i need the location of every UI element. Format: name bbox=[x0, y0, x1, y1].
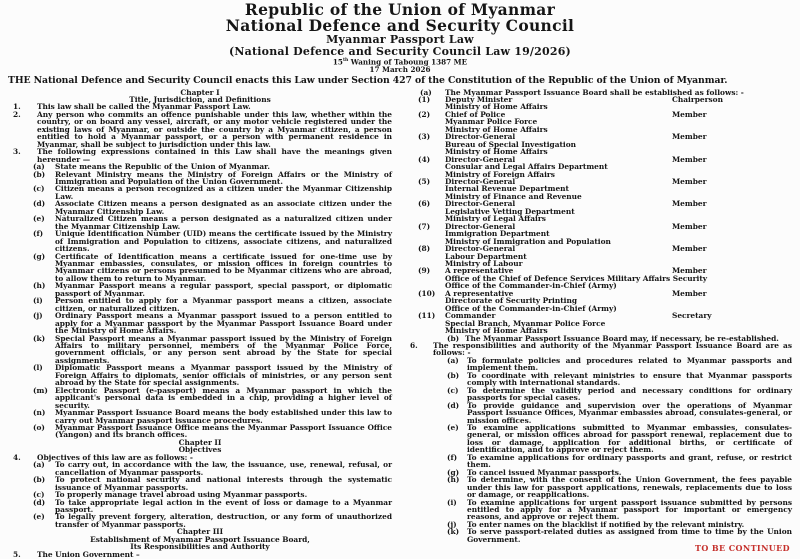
board-member-number: (2) bbox=[418, 109, 431, 119]
lettered-item bbox=[8, 499, 392, 514]
item-text: Myanmar Passport means a regular passport, special passport, or diplomatic passport of Myanmar. bbox=[55, 281, 392, 298]
board-member-department: Ministry of Labour bbox=[445, 259, 523, 268]
board-member-row bbox=[445, 267, 792, 274]
item-text: To examine applications submitted to Myanmar embassies, consulates-general, or mission offices abroad for passport renewal, replacement due to loss or damage, application for additional births, or certificate of identification, and to approve or reject them. bbox=[467, 422, 792, 455]
item-letter: (d) bbox=[447, 400, 460, 410]
board-member-number: (5) bbox=[418, 177, 431, 187]
board-member bbox=[408, 178, 792, 200]
lettered-item bbox=[8, 282, 392, 297]
board-member-role: Member bbox=[672, 221, 707, 231]
item-text: To legally prevent forgery, alteration, destruction, or any form of unauthorized transfer of Myanmar passports. bbox=[55, 512, 392, 529]
item-text: Diplomatic Passport means a Myanmar passport issued by the Ministry of Foreign Affairs to diplomats, senior officials of ministries, or any person sent abroad by the State for special assignments. bbox=[55, 363, 392, 388]
lettered-item bbox=[8, 461, 392, 476]
item-letter: (n) bbox=[33, 408, 46, 418]
date-myanmar-rest: Waning of Taboung 1387 ME bbox=[348, 57, 468, 67]
lettered-item bbox=[8, 335, 392, 365]
item-text: To properly manage travel abroad using Myanmar passports. bbox=[55, 490, 308, 500]
item-text: Electronic Passport (e-passport) means a Myanmar passport in which the applicant's personal data is embedded in a chip, providing a higher level of security. bbox=[55, 385, 392, 410]
item-letter: (g) bbox=[447, 467, 460, 477]
item-text: This law shall be called the Myanmar Passport Law. bbox=[37, 102, 251, 112]
item-letter: (d) bbox=[33, 497, 46, 507]
board-member-department: Office of the Chief of Defence Services Military Affairs Security bbox=[445, 273, 708, 283]
board-member-number: (8) bbox=[418, 244, 431, 254]
item-text: The Myanmar Passport Issuance Board shall be established as follows: - bbox=[445, 87, 744, 97]
board-member-title: Deputy Minister bbox=[445, 95, 513, 105]
lettered-item bbox=[8, 215, 392, 230]
item-letter: (a) bbox=[420, 87, 432, 97]
chapter-heading bbox=[8, 439, 392, 454]
item-text: Myanmar Passport Issuance Office means the Myanmar Passport Issuance Office (Yangon) and its branch offices. bbox=[55, 422, 392, 440]
board-member-title: Director-General bbox=[445, 177, 516, 187]
board-member-row bbox=[445, 111, 792, 118]
chapter-heading-line: Its Responsibilities and Authority bbox=[130, 542, 270, 552]
board-member bbox=[408, 96, 792, 111]
board-member-row bbox=[445, 133, 792, 140]
right-column bbox=[408, 89, 792, 559]
numbered-item bbox=[8, 148, 392, 163]
item-letter: (a) bbox=[33, 460, 45, 470]
item-text: To examine applications for ordinary passports and grant, refuse, or restrict them. bbox=[467, 452, 792, 470]
item-number: 3. bbox=[13, 147, 21, 157]
board-member-title: A representative bbox=[445, 288, 514, 298]
board-member-row bbox=[445, 96, 792, 103]
board-member-row bbox=[445, 245, 792, 252]
item-letter: (e) bbox=[447, 422, 459, 432]
chapter-heading bbox=[8, 528, 392, 550]
board-member-role: Member bbox=[672, 288, 707, 298]
board-member bbox=[408, 111, 792, 133]
item-letter: (e) bbox=[33, 512, 45, 522]
board-member-row bbox=[445, 223, 792, 230]
board-member-department: Ministry of Immigration and Population bbox=[445, 236, 611, 246]
board-member-department: Ministry of Legal Affairs bbox=[445, 214, 546, 224]
board-member-role: Chairperson bbox=[672, 95, 723, 105]
item-text: To provide guidance and supervision over the operations of Myanmar Passport Issuance Offices, Myanmar embassies abroad, consulates-general, or mission offices. bbox=[467, 400, 792, 425]
board-member bbox=[408, 133, 792, 155]
item-text: The Myanmar Passport Issuance Board may, if necessary, be re-established. bbox=[465, 333, 779, 343]
item-text: To cancel issued Myanmar passports. bbox=[467, 467, 622, 477]
board-member-title: Director-General bbox=[445, 132, 516, 142]
item-letter: (i) bbox=[33, 296, 43, 306]
board-member-row bbox=[445, 290, 792, 297]
board-member-department: Internal Revenue Department bbox=[445, 184, 569, 194]
board-member bbox=[408, 200, 792, 222]
item-number: 5. bbox=[13, 549, 21, 559]
board-member-number: (11) bbox=[418, 311, 436, 321]
board-member-row bbox=[445, 178, 792, 185]
item-text: To carry out, in accordance with the law, the issuance, use, renewal, refusal, or cancellation of Myanmar passports. bbox=[55, 460, 392, 477]
board-member-role: Member bbox=[672, 266, 707, 276]
lettered-item bbox=[408, 372, 792, 387]
board-member-number: (10) bbox=[418, 288, 436, 298]
item-letter: (c) bbox=[447, 385, 459, 395]
lettered-item bbox=[8, 297, 392, 312]
item-text: To determine the validity period and necessary conditions for ordinary passports for special cases. bbox=[467, 385, 792, 403]
board-member-title: Chief of Police bbox=[445, 109, 506, 119]
item-number: 2. bbox=[13, 109, 21, 119]
board-member-department: Myanmar Police Force bbox=[445, 117, 538, 127]
board-member-title: Director-General bbox=[445, 199, 516, 209]
board-member-department: Consular and Legal Affairs Department bbox=[445, 162, 608, 172]
lettered-item bbox=[8, 171, 392, 186]
chapter-heading-line: Chapter III bbox=[176, 527, 224, 537]
board-member-department: Labour Department bbox=[445, 251, 527, 261]
item-text: Special Passport means a Myanmar passport issued by the Ministry of Foreign Affairs to military personnel, members of the Myanmar Police Force, government officials, or any person sent abroad by the State for special assignments. bbox=[55, 333, 392, 365]
board-member bbox=[408, 223, 792, 245]
board-member-department: Directorate of Security Printing bbox=[445, 296, 577, 306]
board-member-role: Member bbox=[672, 109, 707, 119]
item-text: Citizen means a person recognized as a citizen under the Myanmar Citizenship Law. bbox=[55, 184, 392, 201]
board-member-row bbox=[445, 200, 792, 207]
item-letter: (a) bbox=[447, 355, 459, 365]
item-text: Naturalized Citizen means a person designated as a naturalized citizen under the Myanmar Citizenship Law. bbox=[55, 214, 392, 231]
lettered-item bbox=[8, 476, 392, 491]
board-member-department: Immigration Department bbox=[445, 229, 550, 239]
item-text: The Union Government – bbox=[37, 549, 140, 559]
item-text: The responsibilities and authority of the Myanmar Passport Issuance Board are as follows: - bbox=[433, 340, 792, 358]
item-letter: (h) bbox=[33, 281, 46, 291]
board-member-department: Bureau of Special Investigation bbox=[445, 139, 577, 149]
date-gregorian: 17 March 2026 bbox=[369, 64, 431, 74]
item-number: 6. bbox=[410, 340, 418, 350]
item-letter: (b) bbox=[447, 370, 460, 380]
date-myanmar-day: 15 bbox=[332, 57, 343, 67]
board-member bbox=[408, 290, 792, 312]
board-member-title: Commander bbox=[445, 311, 496, 321]
lettered-item bbox=[8, 409, 392, 424]
lettered-item bbox=[8, 387, 392, 409]
item-text: To serve passport-related duties as assigned from time to time by the Union Government. bbox=[467, 527, 792, 544]
item-letter: (o) bbox=[33, 422, 45, 432]
item-text: State means the Republic of the Union of Myanmar. bbox=[55, 162, 270, 172]
board-member-department: Ministry of Home Affairs bbox=[445, 124, 548, 134]
lettered-item bbox=[408, 454, 792, 469]
item-text: Unique Identification Number (UID) means the certificate issued by the Ministry of Immigration and Population to citizens, associate citizens, and naturalized citizens. bbox=[55, 229, 392, 254]
law-number: (National Defence and Security Council Law 19/2026) bbox=[229, 44, 571, 58]
item-letter: (f) bbox=[33, 229, 44, 239]
numbered-item bbox=[408, 342, 792, 357]
board-member-department: Office of the Commander-in-Chief (Army) bbox=[445, 281, 617, 291]
item-letter: (d) bbox=[33, 199, 46, 209]
lettered-item bbox=[408, 499, 792, 521]
board-member-department: Ministry of Home Affairs bbox=[445, 102, 548, 112]
item-letter: (k) bbox=[447, 527, 460, 537]
item-text: Any person who commits an offence punishable under this law, whether within the country, or on board any vessel, aircraft, or any motor vehicle registered under the existing laws of Myanmar, or outside the country by a Myanmar citizen, a person entitled to hold a Myanmar passport, or a person with permanent residence in Myanmar, shall be subject to jurisdiction under this law. bbox=[37, 109, 392, 149]
board-member-number: (6) bbox=[418, 199, 431, 209]
enactment-clause: THE National Defence and Security Council enacts this Law under Section 427 of the Constitution of the Republic of the Union of Myanmar. bbox=[8, 74, 728, 86]
lettered-item bbox=[408, 424, 792, 454]
item-text: To take appropriate legal action in the event of loss or damage to a Myanmar passport. bbox=[55, 497, 392, 514]
board-member-number: (9) bbox=[418, 266, 431, 276]
item-text: Ordinary Passport means a Myanmar passport issued to a person entitled to apply for a Myanmar passport by the Myanmar Passport Issuance Board under the Ministry of Home Affairs. bbox=[55, 311, 392, 336]
document-body bbox=[8, 89, 792, 559]
numbered-item bbox=[8, 111, 392, 148]
board-member-title: A representative bbox=[445, 266, 514, 276]
numbered-item bbox=[8, 551, 392, 558]
lettered-item bbox=[8, 424, 392, 439]
board-member-row bbox=[445, 156, 792, 163]
chapter-heading bbox=[8, 89, 392, 104]
item-text: Certificate of Identification means a certificate issued for one-time use by Myanmar embassies, consulates, or mission offices in foreign countries to Myanmar citizens or persons presumed to be Myanmar citizens who are abroad, to allow them to return to Myanmar. bbox=[55, 251, 392, 283]
board-member-number: (7) bbox=[418, 221, 431, 231]
item-text: To determine, with the consent of the Union Government, the fees payable under this law for passport applications, renewals, replacements due to loss or damage, or reapplications. bbox=[467, 475, 792, 500]
item-text: Relevant Ministry means the Ministry of Foreign Affairs or the Ministry of Immigration and Population of the Union Government. bbox=[55, 169, 392, 187]
lettered-item bbox=[8, 200, 392, 215]
item-letter: (b) bbox=[447, 333, 460, 343]
item-letter: (i) bbox=[447, 497, 457, 507]
item-letter: (c) bbox=[33, 184, 45, 194]
date-myanmar-ordinal: th bbox=[342, 58, 349, 63]
item-number: 1. bbox=[13, 102, 21, 112]
left-column bbox=[8, 89, 392, 559]
board-member-department: Ministry of Home Affairs bbox=[445, 147, 548, 157]
document-title-line1: Republic of the Union of Myanmar bbox=[244, 0, 556, 19]
item-text: Objectives of this law are as follows: - bbox=[37, 452, 194, 462]
lettered-item bbox=[8, 253, 392, 283]
lettered-item bbox=[8, 364, 392, 386]
lettered-item bbox=[408, 528, 792, 543]
lettered-item bbox=[408, 387, 792, 402]
board-member-role: Secretary bbox=[672, 311, 712, 321]
board-member-department: Legislative Vetting Department bbox=[445, 206, 575, 216]
board-member-title: Director-General bbox=[445, 154, 516, 164]
law-title: Myanmar Passport Law bbox=[326, 33, 474, 46]
item-text: The following expressions contained in this Law shall have the meanings given hereunder — bbox=[37, 147, 392, 164]
board-member-department: Ministry of Finance and Revenue bbox=[445, 191, 582, 201]
board-member bbox=[408, 267, 792, 289]
board-member-role: Member bbox=[672, 177, 707, 187]
item-letter: (h) bbox=[447, 475, 460, 485]
item-text: Associate Citizen means a person designated as an associate citizen under the Myanmar Citizenship Law. bbox=[55, 199, 392, 216]
item-letter: (g) bbox=[33, 251, 46, 261]
item-letter: (f) bbox=[447, 452, 458, 462]
lettered-item bbox=[408, 357, 792, 372]
item-letter: (b) bbox=[33, 475, 46, 485]
item-text: To coordinate with relevant ministries to ensure that Myanmar passports comply with international standards. bbox=[467, 370, 792, 388]
lettered-item bbox=[8, 185, 392, 200]
document-title-line2: National Defence and Security Council bbox=[225, 16, 575, 35]
to-be-continued-label: TO BE CONTINUED bbox=[694, 543, 790, 554]
lettered-item bbox=[8, 312, 392, 334]
board-member-title: Director-General bbox=[445, 221, 516, 231]
board-member-department: Special Branch, Myanmar Police Force bbox=[445, 318, 606, 328]
board-member-department: Office of the Commander-in-Chief (Army) bbox=[445, 303, 617, 313]
board-member-role: Member bbox=[672, 199, 707, 209]
item-text: Person entitled to apply for a Myanmar passport means a citizen, associate citizen, or naturalized citizen. bbox=[55, 296, 392, 313]
board-member-role: Member bbox=[672, 132, 707, 142]
item-letter: (j) bbox=[33, 311, 43, 321]
chapter-heading-line: Title, Jurisdiction, and Definitions bbox=[129, 95, 271, 105]
lettered-item bbox=[408, 476, 792, 498]
board-member-number: (1) bbox=[418, 95, 431, 105]
item-letter: (a) bbox=[33, 162, 45, 172]
board-member bbox=[408, 312, 792, 334]
chapter-heading-line: Chapter I bbox=[180, 87, 220, 97]
item-letter: (e) bbox=[33, 214, 45, 224]
board-member-title: Director-General bbox=[445, 244, 516, 254]
board-member-role: Member bbox=[672, 244, 707, 254]
item-letter: (l) bbox=[33, 363, 43, 373]
item-text: To examine applications for urgent passport issuance submitted by persons entitled to apply for a Myanmar passport for important or emergency reasons, and approve or reject them. bbox=[467, 497, 792, 522]
lettered-item bbox=[8, 513, 392, 528]
lettered-item bbox=[408, 402, 792, 424]
chapter-heading-line: Establishment of Myanmar Passport Issuance Board, bbox=[90, 534, 310, 544]
board-member-number: (3) bbox=[418, 132, 431, 142]
item-letter: (b) bbox=[33, 169, 46, 179]
board-member bbox=[408, 245, 792, 267]
board-member bbox=[408, 156, 792, 178]
board-member-department: Ministry of Home Affairs bbox=[445, 326, 548, 336]
chapter-heading-line: Objectives bbox=[178, 445, 222, 455]
item-letter: (k) bbox=[33, 333, 46, 343]
item-text: To enter names on the blacklist if notified by the relevant ministry. bbox=[467, 519, 745, 529]
chapter-heading-line: Chapter II bbox=[178, 437, 222, 447]
item-number: 4. bbox=[13, 452, 21, 462]
board-member-role: Member bbox=[672, 154, 707, 164]
board-member-number: (4) bbox=[418, 154, 431, 164]
board-member-row bbox=[445, 312, 792, 319]
lettered-item bbox=[8, 230, 392, 252]
item-letter: (c) bbox=[33, 490, 45, 500]
item-letter: (m) bbox=[33, 385, 48, 395]
item-text: Myanmar Passport Issuance Board means the body established under this law to carry out Myanmar passport issuance procedures. bbox=[55, 408, 392, 425]
item-letter: (j) bbox=[447, 519, 457, 529]
item-text: To protect national security and national interests through the systematic issuance of Myanmar passports. bbox=[55, 475, 392, 492]
board-member-department: Ministry of Foreign Affairs bbox=[445, 169, 555, 179]
item-text: To formulate policies and procedures related to Myanmar passports and implement them. bbox=[467, 355, 792, 373]
